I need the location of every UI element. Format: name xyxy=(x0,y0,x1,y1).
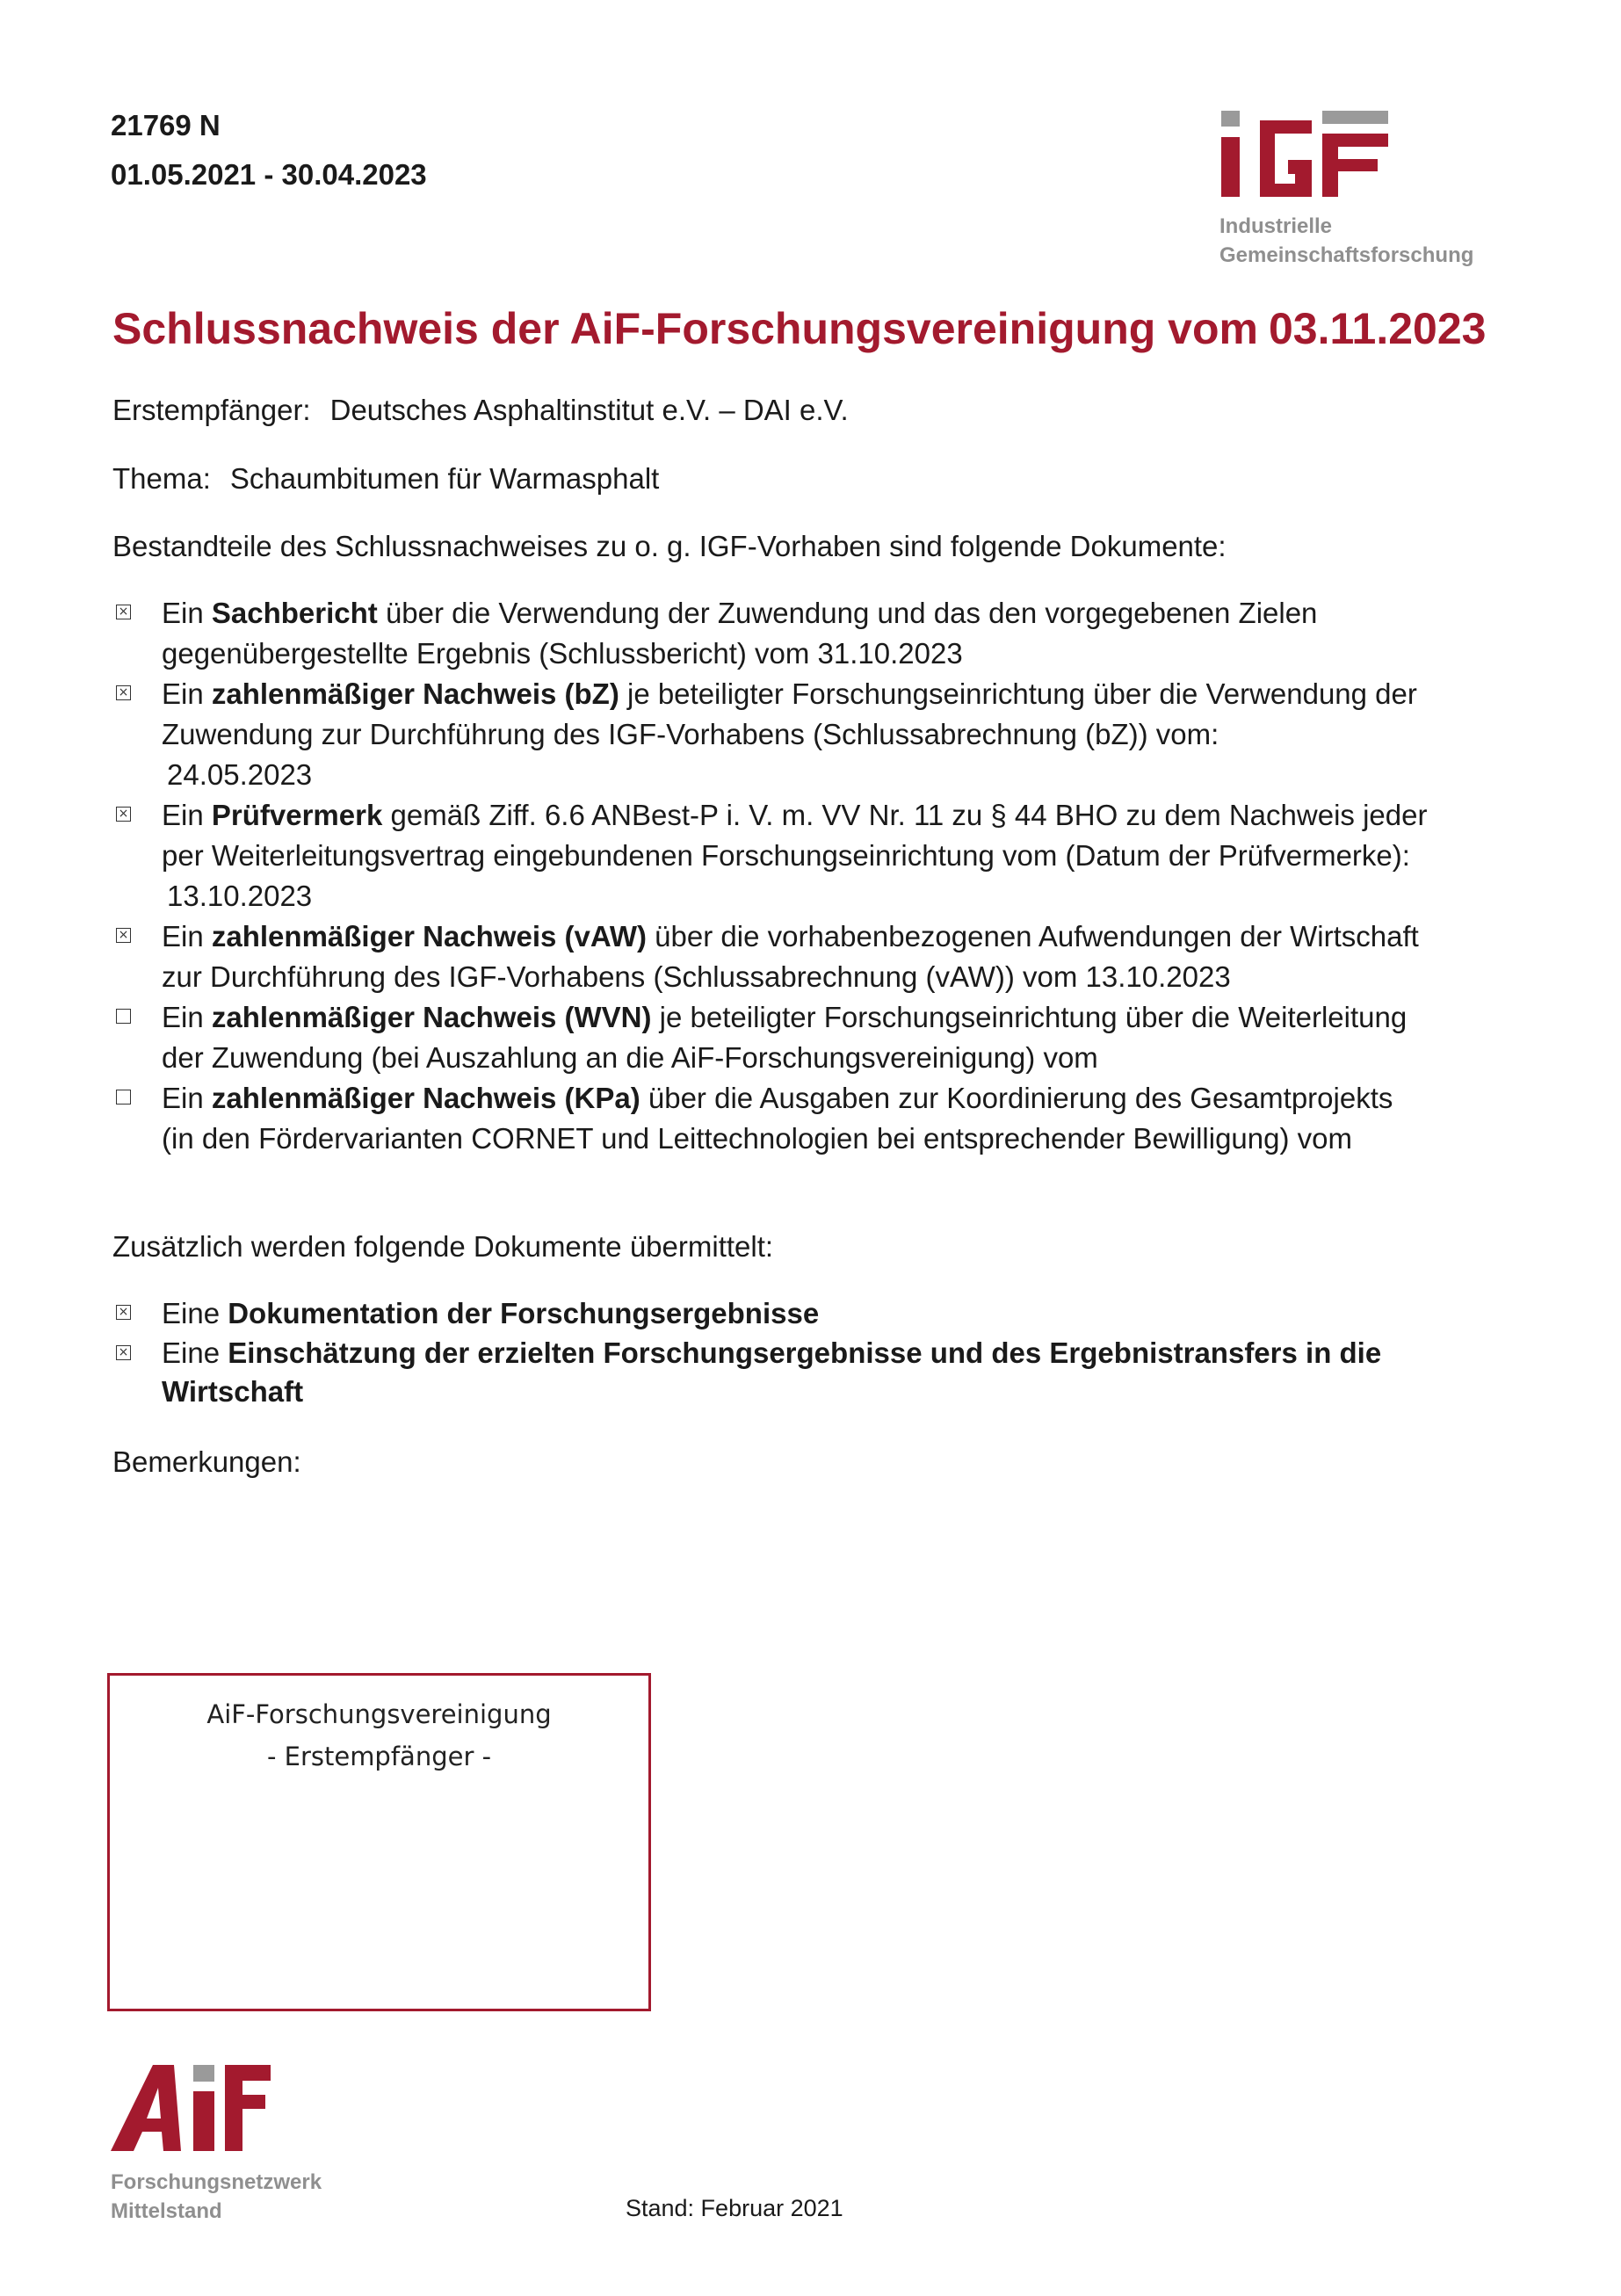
project-period: 01.05.2021 - 30.04.2023 xyxy=(111,158,427,191)
list-item-einschaetzung: × Eine Einschätzung der erzielten Forschungsergebnisse und des Ergebnistransfers in die Wirtschaft xyxy=(112,1334,1518,1411)
signature-box-line1: AiF-Forschungsvereinigung xyxy=(206,1699,552,1729)
remarks-label: Bemerkungen: xyxy=(112,1445,301,1478)
topic-row xyxy=(112,462,659,496)
page-title xyxy=(112,303,1486,354)
recipient-row xyxy=(112,394,849,427)
list-item-vaw: × Ein zahlenmäßiger Nachweis (vAW) über die vorhabenbezogenen Aufwendungen der Wirtschaft zur Durchführung des IGF-Vorhabens (Schlussabrechnung (vAW)) vom 13.10.2023 xyxy=(112,916,1518,997)
item-date: 13.10.2023 xyxy=(167,880,313,912)
list-item-sachbericht: × Ein Sachbericht über die Verwendung der Zuwendung und das den vorgegebenen Zielen gegenübergestellte Ergebnis (Schlussbericht) vom 31.10.2023 xyxy=(112,593,1518,674)
item-date: 24.05.2023 xyxy=(167,758,313,791)
components-intro: Bestandteile des Schlussnachweises zu o. g. IGF-Vorhaben sind folgende Dokumente: xyxy=(112,530,1227,562)
topic-label: Thema: xyxy=(112,462,211,495)
components-list xyxy=(112,593,1518,1159)
additional-intro: Zusätzlich werden folgende Dokumente übermittelt: xyxy=(112,1230,774,1263)
aif-logo xyxy=(111,2063,322,2226)
igf-logo-line1: Industrielle xyxy=(1219,214,1333,238)
aif-logo-line2: Mittelstand xyxy=(111,2199,222,2223)
item-bold: Dokumentation der Forschungsergebnisse xyxy=(228,1297,820,1329)
checkbox-checked-icon[interactable]: × xyxy=(116,1345,131,1360)
igf-logo-line2: Gemeinschaftsforschung xyxy=(1219,243,1474,267)
checkbox-checked-icon[interactable]: × xyxy=(116,605,131,619)
igf-wordmark-icon xyxy=(1219,109,1395,200)
checkbox-checked-icon[interactable]: × xyxy=(116,928,131,943)
checkbox-checked-icon[interactable]: × xyxy=(116,807,131,822)
checkbox-unchecked-icon[interactable] xyxy=(116,1090,131,1105)
item-bold: zahlenmäßiger Nachweis (bZ) xyxy=(211,677,619,710)
title-date: 03.11.2023 xyxy=(1268,304,1487,353)
topic-value: Schaumbitumen für Warmasphalt xyxy=(229,462,660,495)
additional-list xyxy=(112,1293,1518,1411)
item-bold: Sachbericht xyxy=(211,597,378,629)
item-bold: Einschätzung der erzielten Forschungsergebnisse und des Ergebnistransfers in die xyxy=(228,1336,1382,1369)
item-bold: Prüfvermerk xyxy=(211,799,383,831)
item-bold: zahlenmäßiger Nachweis (WVN) xyxy=(211,1001,652,1033)
title-text: Schlussnachweis der AiF-Forschungsvereinigung vom xyxy=(112,304,1258,353)
aif-logo-line1: Forschungsnetzwerk xyxy=(111,2170,322,2194)
item-bold: zahlenmäßiger Nachweis (vAW) xyxy=(211,920,648,952)
item-bold: zahlenmäßiger Nachweis (KPa) xyxy=(211,1082,640,1114)
signature-box xyxy=(107,1673,651,2011)
recipient-value: Deutsches Asphaltinstitut e.V. – DAI e.V. xyxy=(329,394,849,426)
recipient-label: Erstempfänger: xyxy=(112,394,311,426)
list-item-dokumentation: × Eine Dokumentation der Forschungsergebnisse xyxy=(112,1293,1518,1334)
checkbox-checked-icon[interactable]: × xyxy=(116,1305,131,1320)
signature-box-line2: - Erstempfänger - xyxy=(266,1742,492,1771)
checkbox-checked-icon[interactable]: × xyxy=(116,685,131,700)
list-item-bz: × Ein zahlenmäßiger Nachweis (bZ) je beteiligter Forschungseinrichtung über die Verwendung der Zuwendung zur Durchführung des IGF-Vorhabens (Schlussabrechnung (bZ)) vom: 24.05.2023 xyxy=(112,674,1518,795)
checkbox-unchecked-icon[interactable] xyxy=(116,1009,131,1024)
project-number: 21769 N xyxy=(111,109,221,141)
list-item-pruefvermerk: × Ein Prüfvermerk gemäß Ziff. 6.6 ANBest-P i. V. m. VV Nr. 11 zu § 44 BHO zu dem Nachweis jeder per Weiterleitungsvertrag eingebundenen Forschungseinrichtung vom (Datum der Prüfvermerke): 13.10.2023 xyxy=(112,795,1518,916)
list-item-wvn: Ein zahlenmäßiger Nachweis (WVN) je beteiligter Forschungseinrichtung über die Weiterleitung der Zuwendung (bei Auszahlung an die AiF-Forschungsvereinigung) vom xyxy=(112,997,1518,1078)
footer-stand: Stand: Februar 2021 xyxy=(626,2195,843,2221)
aif-wordmark-icon xyxy=(111,2063,278,2155)
igf-logo xyxy=(1219,109,1501,270)
list-item-kpa: Ein zahlenmäßiger Nachweis (KPa) über die Ausgaben zur Koordinierung des Gesamtprojekts (in den Fördervarianten CORNET und Leittechnologien bei entsprechender Bewilligung) vom xyxy=(112,1078,1518,1159)
